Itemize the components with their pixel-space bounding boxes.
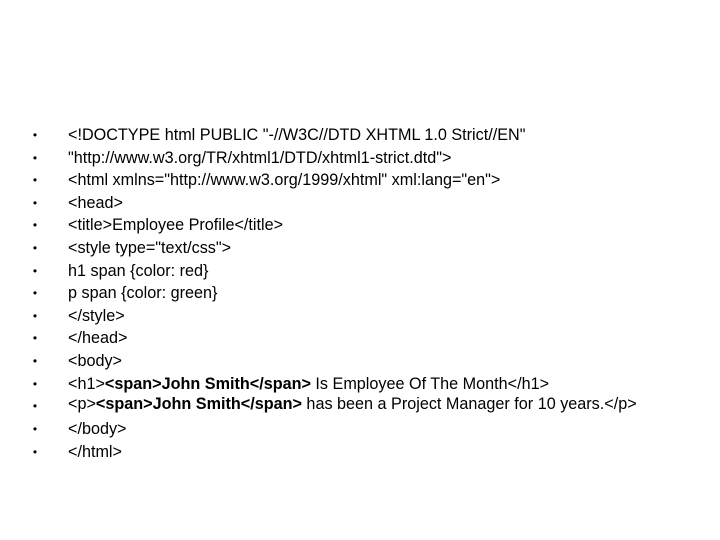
code-line: p span {color: green} xyxy=(68,284,218,303)
list-item xyxy=(0,305,720,328)
bullet-icon: • xyxy=(32,376,38,391)
bullet-icon: • xyxy=(32,263,38,278)
list-item xyxy=(0,282,720,305)
bullet-icon: • xyxy=(32,286,38,301)
list-item xyxy=(0,260,720,283)
list-item xyxy=(0,147,720,170)
list-item xyxy=(0,418,720,441)
code-line: <style type="text/css"> xyxy=(68,238,232,257)
code-line-prefix: <p> xyxy=(68,395,96,414)
code-line: <head> xyxy=(68,193,123,212)
bullet-icon: • xyxy=(32,331,38,346)
list-item xyxy=(0,395,720,414)
list-item xyxy=(0,214,720,237)
list-item xyxy=(0,373,720,396)
bullet-icon: • xyxy=(32,353,38,368)
code-line-prefix: <h1> xyxy=(68,374,105,393)
code-line-suffix: has been a Project Manager for 10 years.</p> xyxy=(301,395,637,414)
bullet-icon: • xyxy=(32,444,38,459)
list-item xyxy=(0,350,720,373)
code-line-suffix: Is Employee Of The Month</h1> xyxy=(310,374,550,393)
code-line: <title>Employee Profile</title> xyxy=(68,216,284,235)
bullet-icon: • xyxy=(32,128,38,142)
code-line: </head> xyxy=(68,329,128,348)
list-item xyxy=(0,192,720,215)
code-line-bold-span: <span>John Smith</span> xyxy=(95,395,302,414)
code-line-bold-span: <span>John Smith</span> xyxy=(104,374,311,393)
code-line: </style> xyxy=(68,306,125,325)
list-item xyxy=(0,169,720,192)
code-line: "http://www.w3.org/TR/xhtml1/DTD/xhtml1-strict.dtd"> xyxy=(68,148,452,167)
bullet-icon: • xyxy=(32,195,38,210)
code-line: <body> xyxy=(68,351,123,370)
list-item xyxy=(0,124,720,147)
code-line: </html> xyxy=(68,442,122,461)
bullet-icon: • xyxy=(32,173,38,188)
bullet-icon: • xyxy=(32,240,38,255)
code-line: <!DOCTYPE html PUBLIC "-//W3C//DTD XHTML 1.0 Strict//EN" xyxy=(68,126,526,144)
bullet-icon: • xyxy=(32,150,38,165)
bullet-icon: • xyxy=(32,218,38,233)
list-item xyxy=(0,441,720,464)
list-item xyxy=(0,237,720,260)
bullet-icon: • xyxy=(32,308,38,323)
code-line: <html xmlns="http://www.w3.org/1999/xhtml" xml:lang="en"> xyxy=(68,171,501,190)
bullet-icon: • xyxy=(32,399,38,414)
code-line: h1 span {color: red} xyxy=(68,261,209,280)
code-line: </body> xyxy=(68,420,127,439)
bullet-icon: • xyxy=(32,422,38,437)
list-item xyxy=(0,327,720,350)
code-bullet-list xyxy=(0,124,720,463)
